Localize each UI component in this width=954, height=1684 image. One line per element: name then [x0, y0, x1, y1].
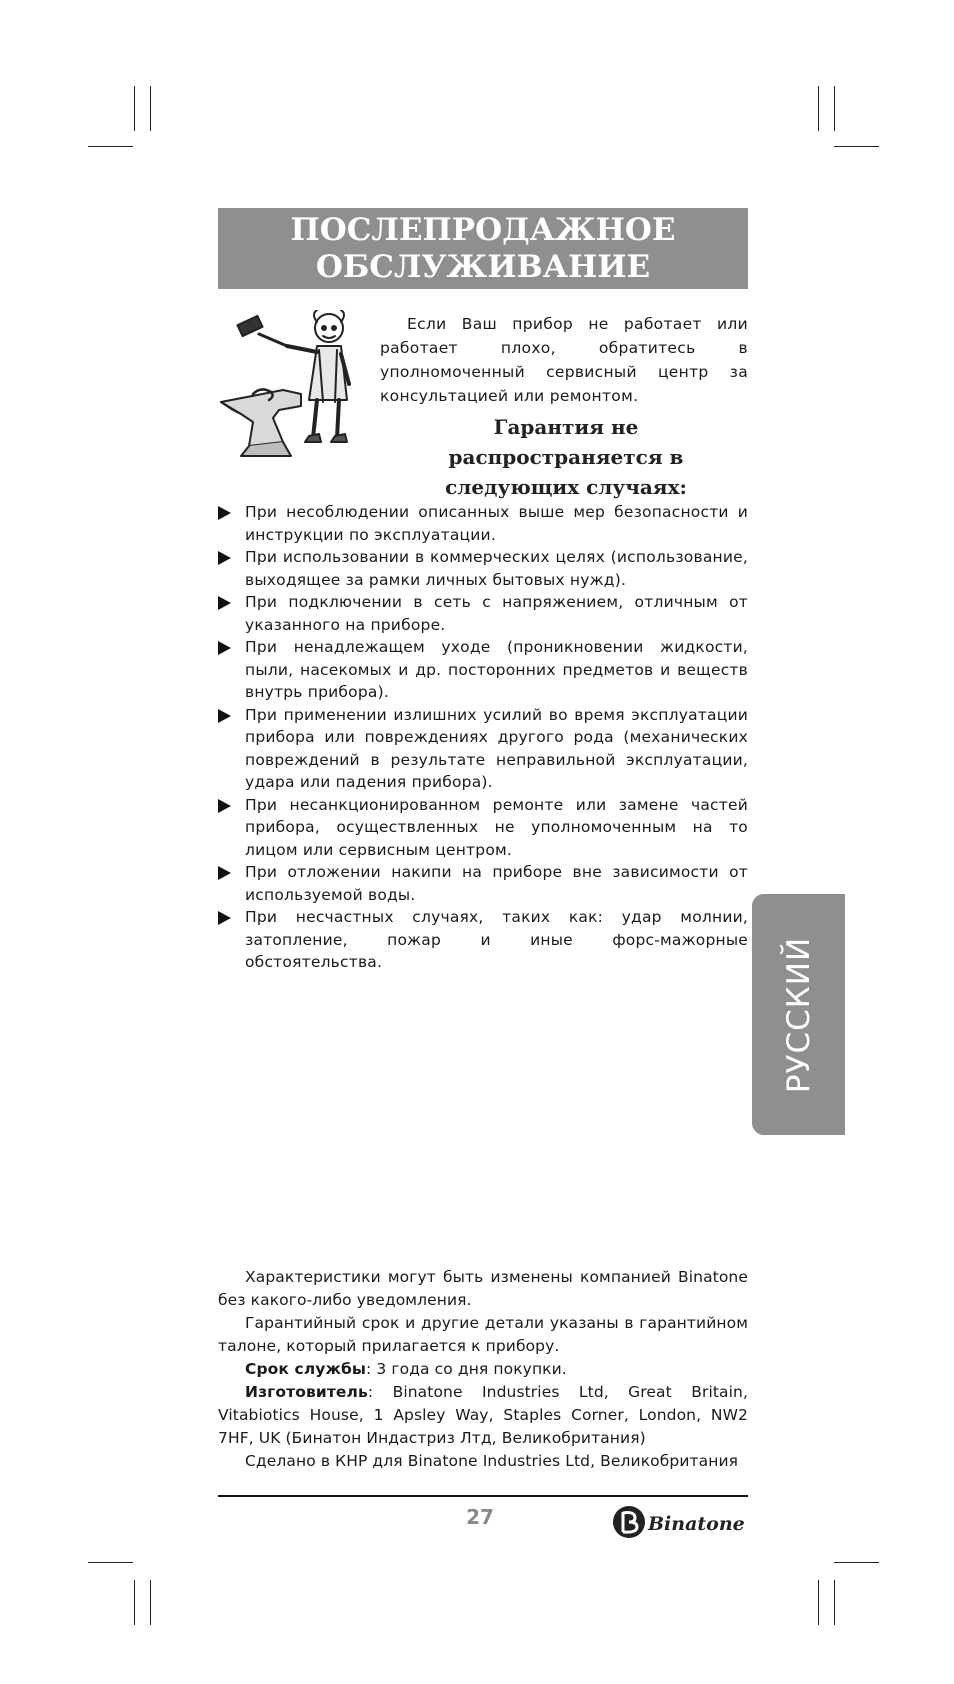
crop-mark [88, 146, 133, 147]
footer-divider [218, 1495, 748, 1497]
crop-mark [150, 1580, 151, 1625]
binatone-logo-text: Binatone [648, 1513, 745, 1535]
blacksmith-illustration [213, 310, 373, 470]
language-tab [752, 894, 845, 1135]
crop-mark [834, 146, 879, 147]
list-item-text: При несчастных случаях, таких как: удар молнии, затопление, пожар и иные форс-мажорные обстоятельства. [245, 908, 748, 971]
list-item [218, 704, 748, 794]
list-item [218, 546, 748, 591]
manufacturer-label: Изготовитель [245, 1383, 368, 1401]
crop-mark [834, 1562, 879, 1563]
list-item [218, 636, 748, 704]
crop-mark [150, 86, 151, 131]
list-item-text: При ненадлежащем уходе (проникновении жидкости, пыли, насекомых и др. посторонних предметов и веществ внутрь прибора). [245, 638, 748, 701]
list-item-text: При несанкционированном ремонте или замене частей прибора, осуществленных не уполномоченным на то лицом или сервисным центром. [245, 795, 748, 859]
bullet-triangle-icon [218, 709, 231, 723]
manufacturer-line [218, 1381, 748, 1450]
list-item-text: При отложении накипи на приборе вне зависимости от используемой воды. [245, 863, 748, 904]
binatone-logo [612, 1505, 750, 1539]
list-item-text: При подключении в сеть с напряжением, отличным от указанного на приборе. [245, 593, 748, 634]
crop-mark [818, 86, 819, 131]
list-item [218, 861, 748, 906]
bullet-triangle-icon [218, 866, 231, 880]
list-item-text: При несоблюдении описанных выше мер безопасности и инструкции по эксплуатации. [245, 503, 748, 544]
list-item [218, 906, 748, 974]
warranty-exclusions-list [218, 501, 748, 974]
bullet-triangle-icon [218, 641, 231, 655]
list-item [218, 794, 748, 862]
page-title-line-1: ПОСЛЕПРОДАЖНОЕ [290, 211, 676, 248]
bullet-triangle-icon [218, 911, 231, 925]
crop-mark [818, 1580, 819, 1625]
page-title-line-2: ОБСЛУЖИВАНИЕ [315, 248, 651, 285]
crop-mark [834, 86, 835, 131]
service-life-label: Срок службы [245, 1360, 367, 1378]
language-tab-label: РУССКИЙ [780, 936, 817, 1093]
crop-mark [134, 86, 135, 131]
manufacturer-value: : Binatone Industries Ltd, Great Britain, Vitabiotics House, 1 Apsley Way, Staples Corner, London, NW2 7HF, UK (Бинатон Индастриз Лтд, Великобритания) [218, 1383, 748, 1447]
list-item [218, 591, 748, 636]
made-in-note: Сделано в КНР для Binatone Industries Ltd, Великобритания [245, 1452, 739, 1470]
list-item-text: При применении излишних усилий во время эксплуатации прибора или повреждениях другого рода (механических повреждений в результате неправильной эксплуатации, удара или падения прибора). [245, 705, 748, 791]
footer-notes [218, 1266, 748, 1473]
warranty-exclusions-heading: Гарантия не распространяется в следующих случаях: [445, 415, 687, 499]
intro-paragraph: Если Ваш прибор не работает или работает плохо, обратитесь в уполномоченный сервисный центр за консультацией или ремонтом. [380, 315, 748, 405]
bullet-triangle-icon [218, 551, 231, 565]
service-life-line [218, 1358, 748, 1381]
crop-mark [134, 1580, 135, 1625]
list-item [218, 501, 748, 546]
page-title-banner [218, 208, 748, 289]
list-item-text: При использовании в коммерческих целях (использование, выходящее за рамки личных бытовых нужд). [245, 548, 748, 589]
bullet-triangle-icon [218, 596, 231, 610]
service-life-value: : 3 года со дня покупки. [366, 1360, 567, 1378]
bullet-triangle-icon [218, 506, 231, 520]
page-number: 27 [466, 1505, 494, 1529]
changes-note: Характеристики могут быть изменены компанией Binatone без какого-либо уведомления. [218, 1268, 748, 1309]
crop-mark [834, 1580, 835, 1625]
bullet-triangle-icon [218, 799, 231, 813]
warranty-note: Гарантийный срок и другие детали указаны в гарантийном талоне, который прилагается к прибору. [218, 1314, 748, 1355]
crop-mark [88, 1562, 133, 1563]
